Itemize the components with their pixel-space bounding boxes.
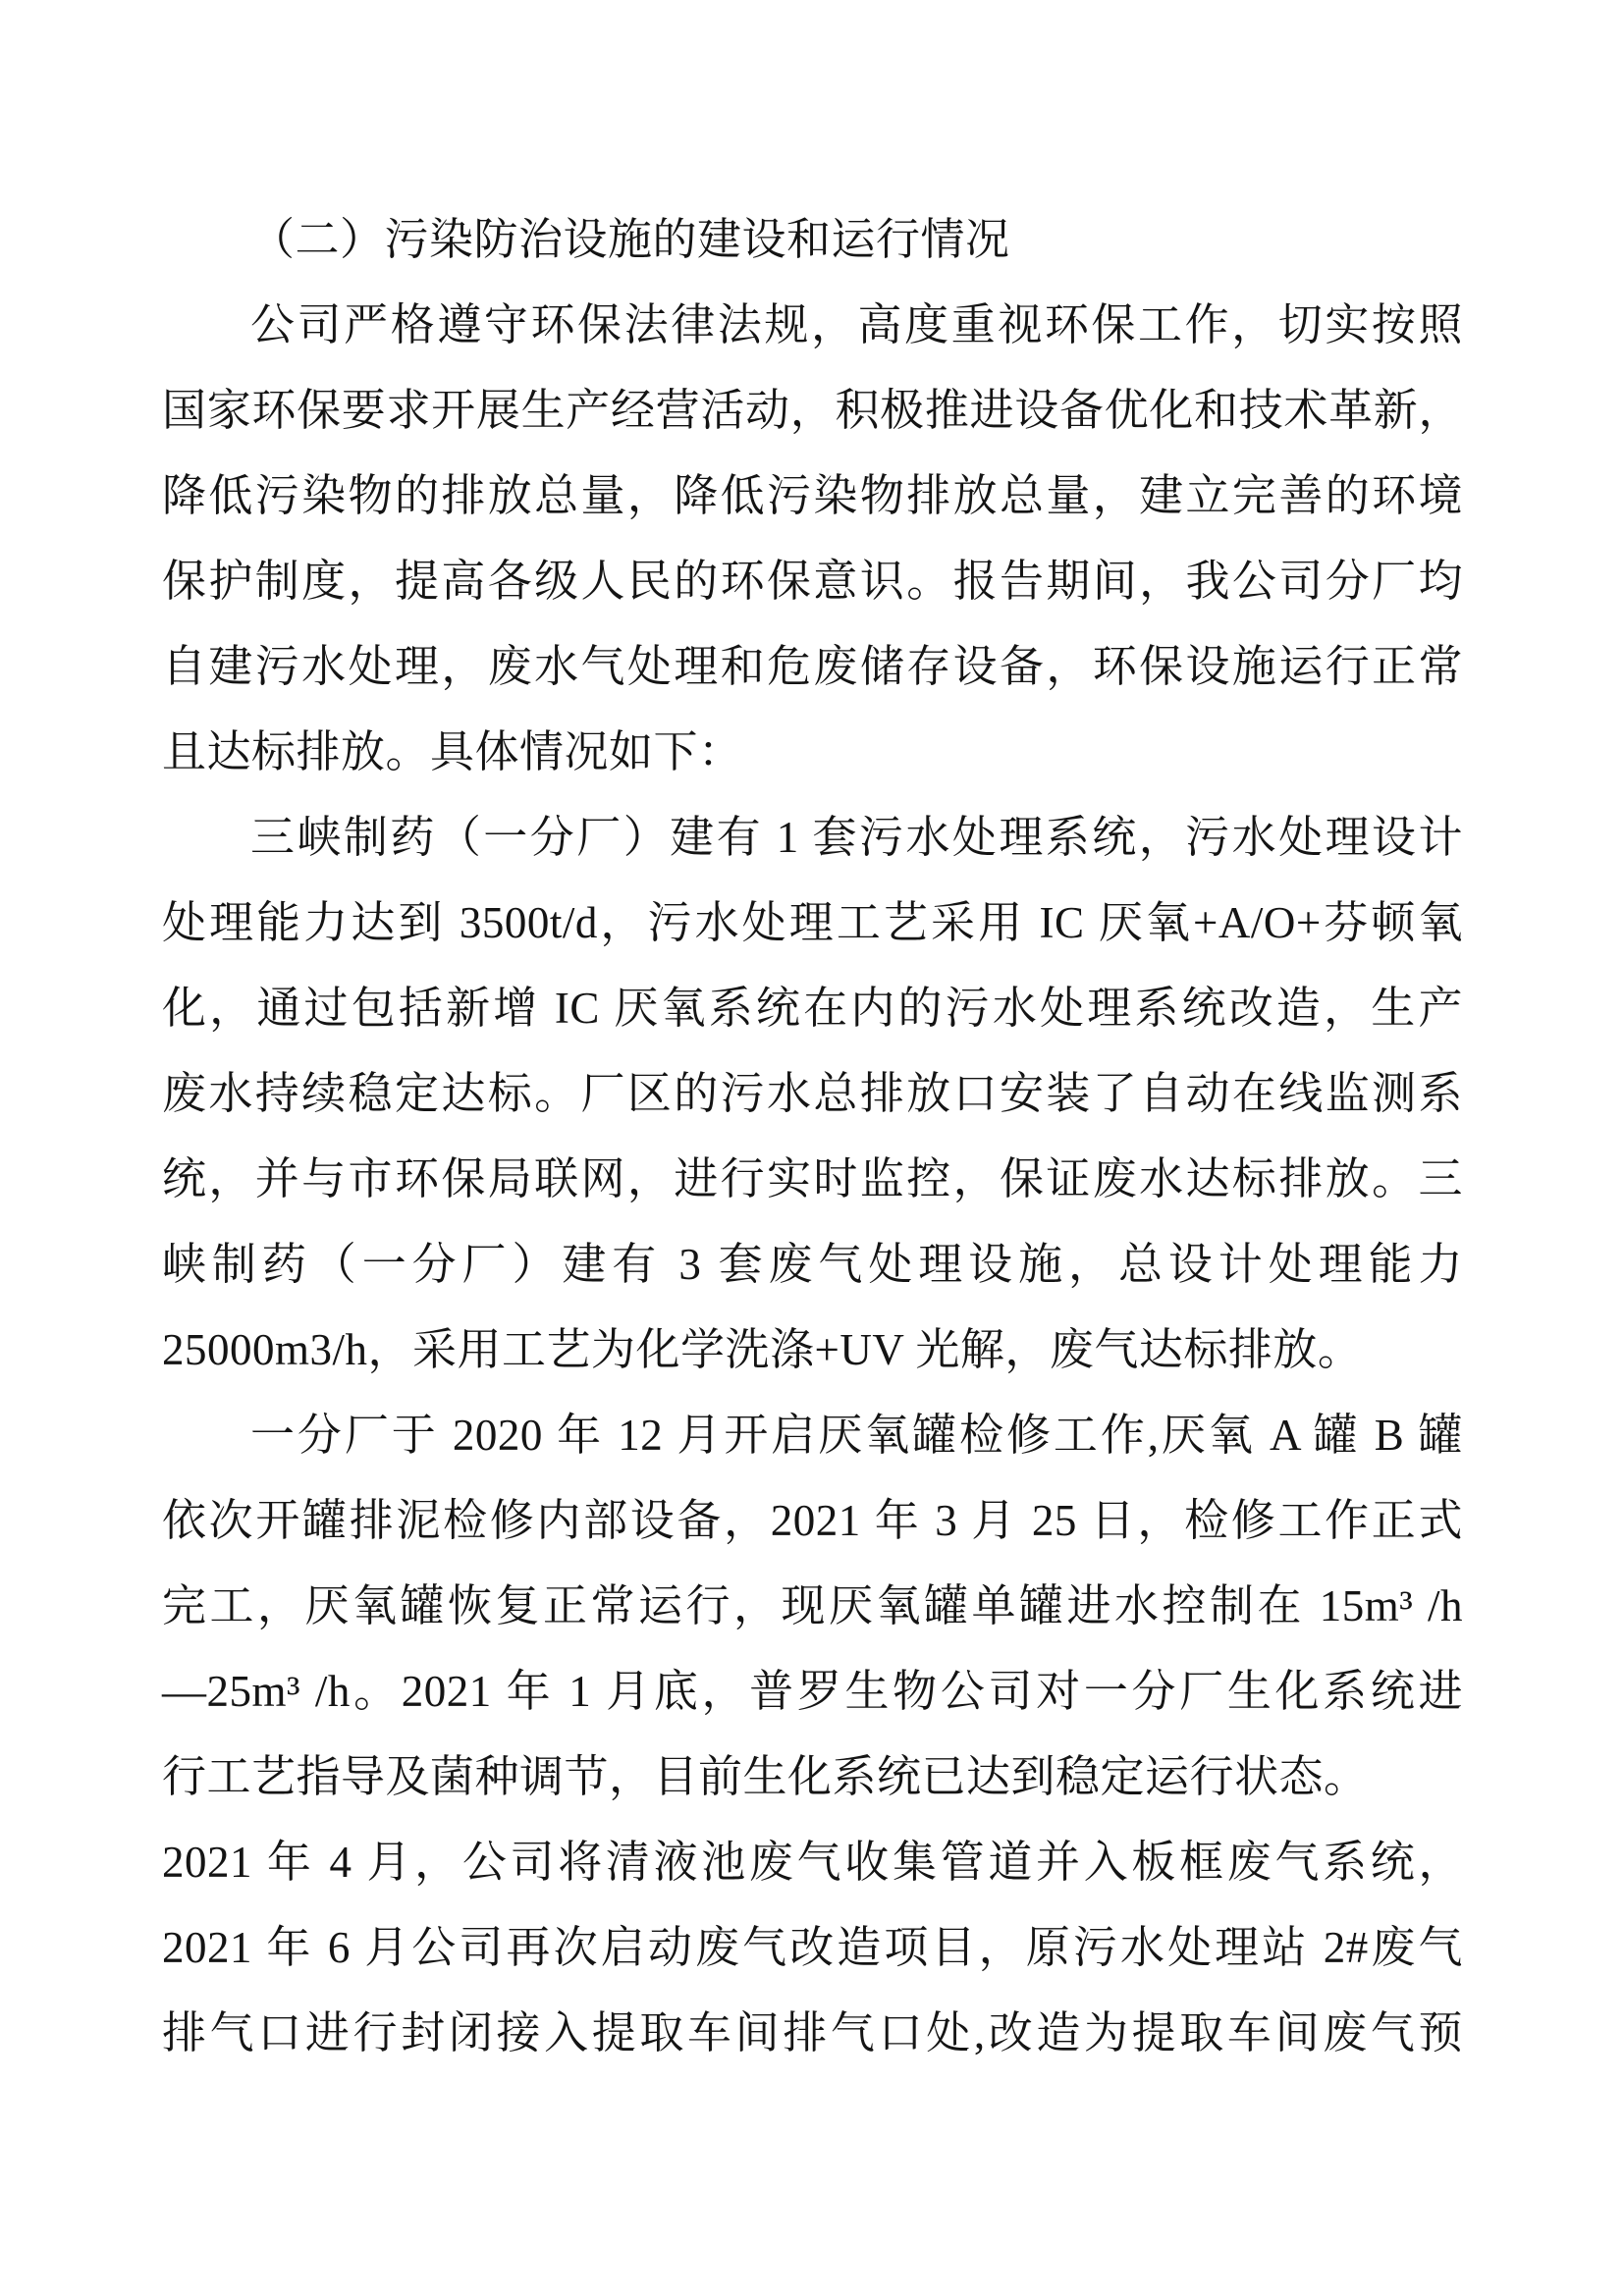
text-line: 自建污水处理，废水气处理和危废储存设备，环保设施运行正常 [162,642,1463,691]
text-line: 一分厂于 2020 年 12 月开启厌氧罐检修工作,厌氧 A 罐 B 罐 [250,1411,1463,1460]
text-line: 依次开罐排泥检修内部设备，2021 年 3 月 25 日，检修工作正式 [162,1496,1463,1545]
text-line: 降低污染物的排放总量，降低污染物排放总量，建立完善的环境 [162,471,1463,520]
text-line: 处理能力达到 3500t/d，污水处理工艺采用 IC 厌氧+A/O+芬顿氧 [162,898,1463,947]
text-line: 排气口进行封闭接入提取车间排气口处,改造为提取车间废气预 [162,2008,1463,2057]
text-line: 保护制度，提高各级人民的环保意识。报告期间，我公司分厂均 [162,557,1463,606]
text-line: 峡制药（一分厂）建有 3 套废气处理设施，总设计处理能力 [162,1240,1463,1289]
text-line: 国家环保要求开展生产经营活动，积极推进设备优化和技术革新， [162,386,1463,435]
text-line: 公司严格遵守环保法律法规，高度重视环保工作，切实按照 [250,300,1463,349]
text-line: 且达标排放。具体情况如下： [162,727,743,776]
section-heading: （二）污染防治设施的建设和运行情况 [250,215,1010,264]
text-line: 2021 年 4 月，公司将清液池废气收集管道并入板框废气系统， [162,1838,1463,1887]
text-line: 统，并与市环保局联网，进行实时监控，保证废水达标排放。三 [162,1154,1463,1203]
text-line: 25000m3/h，采用工艺为化学洗涤+UV 光解，废气达标排放。 [162,1325,1363,1374]
text-line: 化，通过包括新增 IC 厌氧系统在内的污水处理系统改造，生产 [162,984,1463,1033]
text-line: 三峡制药（一分厂）建有 1 套污水处理系统，污水处理设计 [250,813,1463,862]
document-text-block [162,197,1463,2076]
text-line: 完工，厌氧罐恢复正常运行，现厌氧罐单罐进水控制在 15m³ /h [162,1581,1463,1630]
text-line: 行工艺指导及菌种调节，目前生化系统已达到稳定运行状态。 [162,1752,1369,1801]
text-line: 2021 年 6 月公司再次启动废气改造项目，原污水处理站 2#废气 [162,1923,1463,1972]
text-line: —25m³ /h。2021 年 1 月底，普罗生物公司对一分厂生化系统进 [162,1667,1463,1716]
text-line: 废水持续稳定达标。厂区的污水总排放口安装了自动在线监测系 [162,1069,1463,1118]
